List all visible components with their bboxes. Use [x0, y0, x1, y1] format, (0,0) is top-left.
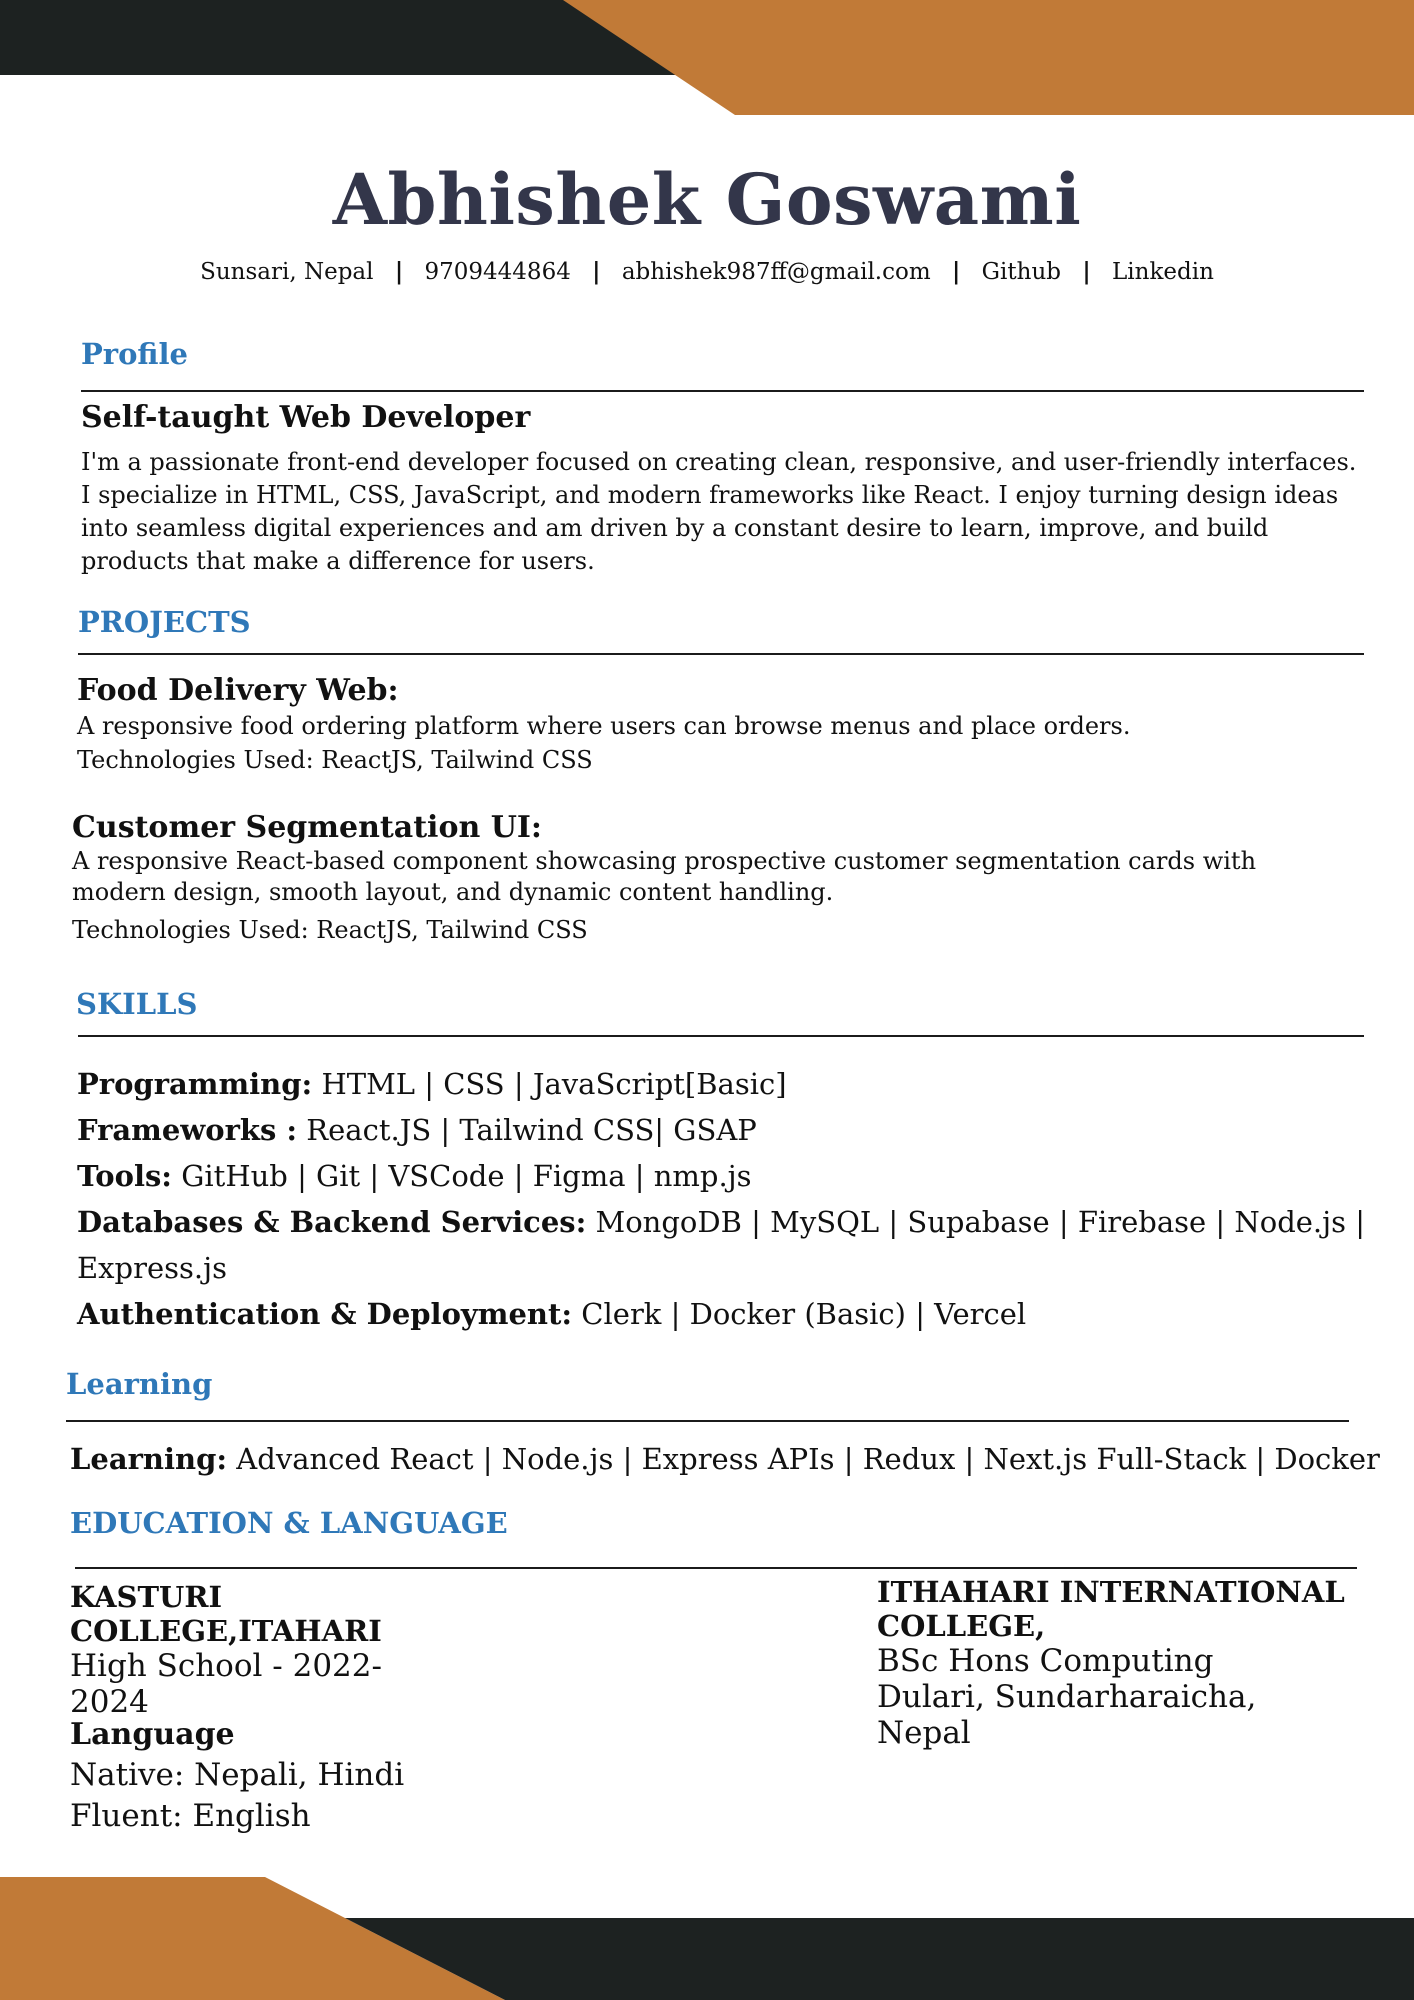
skill-value: React.JS | Tailwind CSS| GSAP [297, 1113, 757, 1147]
project-tech: Technologies Used: ReactJS, Tailwind CSS [72, 916, 588, 944]
contact-line [0, 258, 1414, 285]
bottom-dark-band [345, 1918, 1414, 2000]
separator: | [1082, 258, 1091, 285]
profile-summary: I'm a passionate front-end developer focused on creating clean, responsive, and user-friendly interfaces. I specialize in HTML, CSS, JavaScript, and modern frameworks like React. I enjoy turning design ideas into seamless digital experiences and am driven by a constant desire to learn, improve, and build products that make a difference for users. [81, 448, 1357, 575]
school-address: Dulari, Sundarharaicha, Nepal [877, 1679, 1257, 1751]
project-title: Food Delivery Web: [77, 673, 399, 708]
school-detail: High School - 2022-2024 [70, 1648, 382, 1720]
linkedin-link[interactable]: Linkedin [1112, 259, 1214, 285]
learning-line [70, 1436, 1390, 1482]
project-description: A responsive React-based component showcasing prospective customer segmentation cards with modern design, smooth layout, and dynamic content handling. [72, 847, 1257, 906]
language-native: Native: Nepali, Hindi [70, 1757, 405, 1793]
skills-list [77, 1061, 1367, 1337]
separator: | [394, 258, 404, 285]
school-name: KASTURI COLLEGE,ITAHARI [70, 1580, 382, 1648]
language-title: Language [70, 1717, 235, 1752]
skill-label: Frameworks : [77, 1113, 298, 1147]
skill-value: HTML | CSS | JavaScript[Basic] [312, 1067, 787, 1101]
skill-line [77, 1153, 1367, 1199]
candidate-name: Abhishek Goswami [332, 158, 1082, 241]
project-title: Customer Segmentation UI: [72, 810, 542, 845]
skill-line [77, 1199, 1367, 1291]
skill-label: Databases & Backend Services: [77, 1205, 587, 1239]
learning-value: Advanced React | Node.js | Express APIs | Redux | Next.js Full-Stack | Docker [227, 1442, 1380, 1476]
skill-value: GitHub | Git | VSCode | Figma | nmp.js [172, 1159, 752, 1193]
email-link[interactable]: abhishek987ff@gmail.com [621, 259, 931, 285]
degree: BSc Hons Computing [877, 1643, 1214, 1679]
language-block [70, 1715, 570, 1837]
skill-value: MongoDB | MySQL | Supabase | Firebase | Node.js | Express.js [77, 1205, 1366, 1285]
skill-line [77, 1291, 1367, 1337]
profile-role: Self-taught Web Developer [81, 400, 531, 435]
learning-label: Learning: [70, 1442, 228, 1476]
education-right [877, 1575, 1347, 1751]
skill-label: Programming: [77, 1067, 313, 1101]
top-dark-band [0, 0, 680, 75]
skill-line [77, 1107, 1367, 1153]
skills-section-title: SKILLS [76, 987, 198, 1021]
school-name: ITHAHARI INTERNATIONAL COLLEGE, [877, 1575, 1345, 1643]
top-orange-band [563, 0, 1414, 115]
education-left [70, 1580, 410, 1720]
skill-line [77, 1061, 1367, 1107]
skill-label: Authentication & Deployment: [77, 1297, 573, 1331]
profile-divider [81, 390, 1364, 392]
skills-divider [78, 1035, 1364, 1037]
top-decoration [0, 0, 1414, 120]
education-section-title: EDUCATION & LANGUAGE [70, 1506, 508, 1540]
bottom-decoration [0, 1875, 1414, 2000]
profile-section-title: Profile [81, 337, 188, 371]
skill-label: Tools: [77, 1159, 172, 1193]
education-divider [75, 1567, 1357, 1569]
projects-section-title: PROJECTS [78, 605, 251, 639]
projects-divider [78, 653, 1364, 655]
location: Sunsari, Nepal [200, 259, 374, 285]
project-tech: Technologies Used: ReactJS, Tailwind CSS [77, 746, 593, 774]
phone: 9709444864 [424, 259, 571, 285]
separator: | [592, 258, 601, 285]
learning-divider [66, 1420, 1349, 1422]
learning-section-title: Learning [66, 1367, 213, 1401]
github-link[interactable]: Github [981, 259, 1061, 285]
language-fluent: Fluent: English [70, 1798, 311, 1834]
project-description: A responsive food ordering platform where users can browse menus and place orders. [77, 712, 1131, 740]
skill-value: Clerk | Docker (Basic) | Vercel [572, 1297, 1027, 1331]
separator: | [951, 258, 961, 285]
